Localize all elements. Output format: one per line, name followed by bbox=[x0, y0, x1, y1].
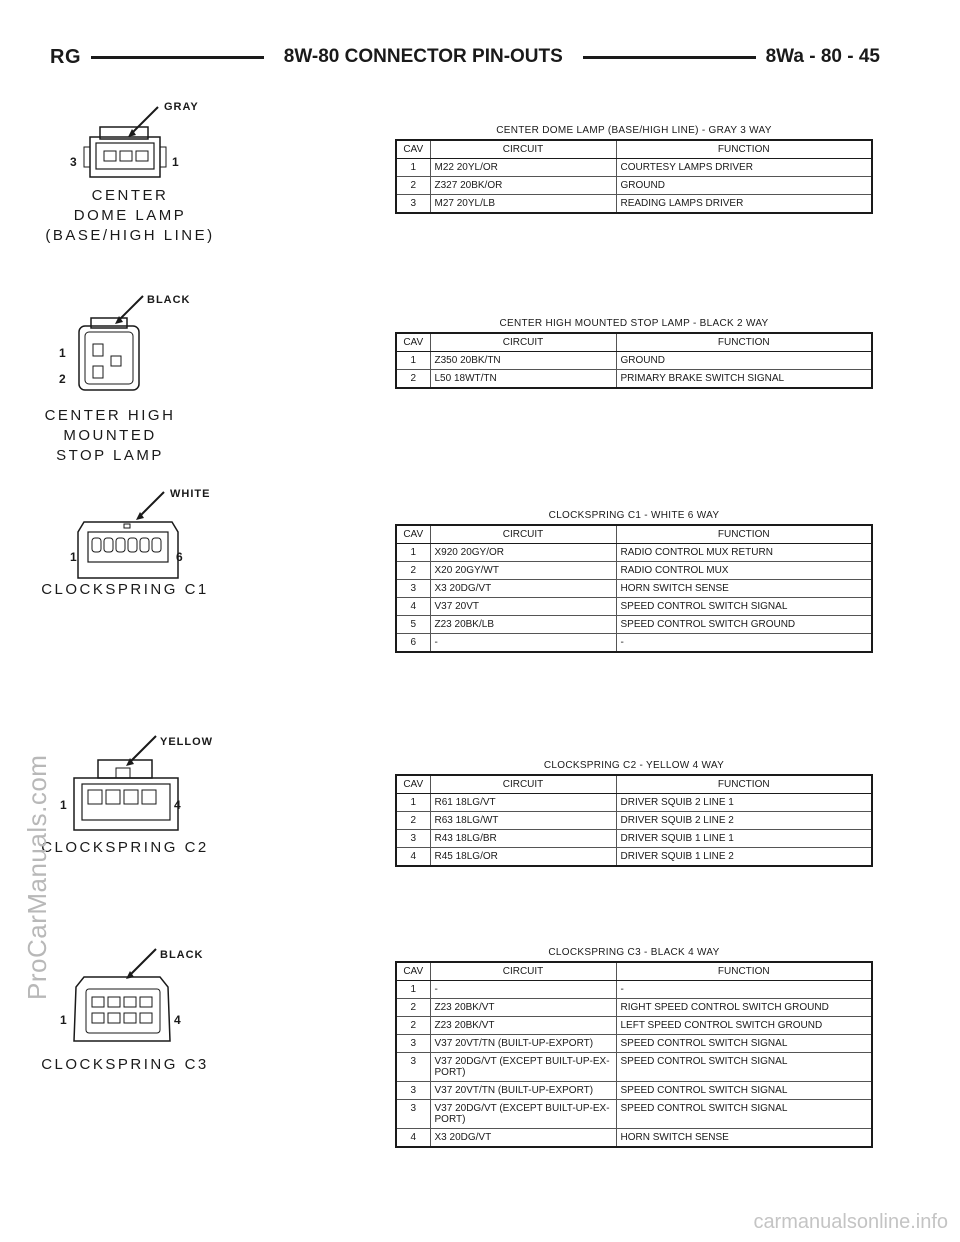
table-row: 1 X920 20GY/OR RADIO CONTROL MUX RETURN bbox=[396, 544, 872, 562]
table-row: 2 Z23 20BK/VT RIGHT SPEED CONTROL SWITCH GROUND bbox=[396, 999, 872, 1017]
pinout-table-clockspring-c3 bbox=[395, 961, 873, 1148]
table-row: 3 V37 20DG/VT (EXCEPT BUILT-UP-EX-PORT) SPEED CONTROL SWITCH SIGNAL bbox=[396, 1053, 872, 1082]
table-row: 5 Z23 20BK/LB SPEED CONTROL SWITCH GROUND bbox=[396, 616, 872, 634]
table-row: 1 M22 20YL/OR COURTESY LAMPS DRIVER bbox=[396, 159, 872, 177]
col-circuit: CIRCUIT bbox=[430, 333, 616, 352]
page-title: 8W-80 CONNECTOR PIN-OUTS bbox=[283, 46, 563, 67]
pin-number-right: 1 bbox=[172, 155, 179, 169]
page-number: 8Wa - 80 - 45 bbox=[765, 46, 880, 67]
connector-name-chmsl: CENTER HIGH MOUNTED STOP LAMP bbox=[44, 407, 176, 464]
connector-diagram-clockspring-c2 bbox=[60, 730, 214, 840]
col-circuit: CIRCUIT bbox=[430, 775, 616, 794]
connector-color-label: GRAY bbox=[164, 101, 199, 113]
connector-name-clockspring-c2: CLOCKSPRING C2 bbox=[41, 839, 209, 856]
section-code: RG bbox=[50, 45, 81, 68]
table-row: 2 R63 18LG/WT DRIVER SQUIB 2 LINE 2 bbox=[396, 812, 872, 830]
pin-number-left: 3 bbox=[70, 155, 77, 169]
footer-watermark-url: carmanualsonline.info bbox=[753, 1211, 948, 1233]
connector-drawing-chmsl bbox=[55, 290, 205, 410]
connector-name-dome-lamp: CENTER DOME LAMP (BASE/HIGH LINE) bbox=[45, 187, 215, 244]
table-row: 1 - - bbox=[396, 981, 872, 999]
table-row: 3 X3 20DG/VT HORN SWITCH SENSE bbox=[396, 580, 872, 598]
connector-diagram-clockspring-c3 bbox=[60, 945, 210, 1055]
table-title-dome-lamp: CENTER DOME LAMP (BASE/HIGH LINE) - GRAY 3 WAY bbox=[496, 125, 772, 136]
pinout-table-chmsl bbox=[395, 332, 873, 389]
col-circuit: CIRCUIT bbox=[430, 962, 616, 981]
connector-color-label: BLACK bbox=[147, 294, 191, 306]
col-circuit: CIRCUIT bbox=[430, 140, 616, 159]
table-row: 1 Z350 20BK/TN GROUND bbox=[396, 352, 872, 370]
pin-number-left: 1 bbox=[60, 798, 67, 812]
table-title-clockspring-c2: CLOCKSPRING C2 - YELLOW 4 WAY bbox=[543, 760, 725, 771]
col-cav: CAV bbox=[396, 333, 430, 352]
col-circuit: CIRCUIT bbox=[430, 525, 616, 544]
table-row: 6 - - bbox=[396, 634, 872, 653]
pin-number-right: 6 bbox=[176, 550, 183, 564]
connector-color-label: BLACK bbox=[160, 949, 204, 961]
connector-diagram-clockspring-c1 bbox=[60, 482, 210, 582]
pin-number-right: 4 bbox=[174, 1013, 181, 1027]
table-row: 1 R61 18LG/VT DRIVER SQUIB 2 LINE 1 bbox=[396, 794, 872, 812]
pin-number-right: 2 bbox=[59, 372, 66, 386]
connector-color-label: YELLOW bbox=[160, 736, 214, 748]
connector-color-label: WHITE bbox=[170, 488, 211, 500]
table-title-chmsl: CENTER HIGH MOUNTED STOP LAMP - BLACK 2 WAY bbox=[499, 318, 769, 329]
col-function: FUNCTION bbox=[616, 525, 872, 544]
table-row: 2 X20 20GY/WT RADIO CONTROL MUX bbox=[396, 562, 872, 580]
connector-drawing-clockspring-c3 bbox=[60, 945, 210, 1055]
table-row: 3 R43 18LG/BR DRIVER SQUIB 1 LINE 1 bbox=[396, 830, 872, 848]
col-cav: CAV bbox=[396, 140, 430, 159]
connector-diagram-chmsl bbox=[55, 290, 205, 410]
table-title-clockspring-c1: CLOCKSPRING C1 - WHITE 6 WAY bbox=[548, 510, 720, 521]
watermark-text: ProCarManuals.com bbox=[22, 754, 52, 1000]
table-row: 2 L50 18WT/TN PRIMARY BRAKE SWITCH SIGNAL bbox=[396, 370, 872, 389]
pinout-table-clockspring-c2 bbox=[395, 774, 873, 867]
pin-number-left: 1 bbox=[59, 346, 66, 360]
table-row: 2 Z23 20BK/VT LEFT SPEED CONTROL SWITCH GROUND bbox=[396, 1017, 872, 1035]
table-row: 4 R45 18LG/OR DRIVER SQUIB 1 LINE 2 bbox=[396, 848, 872, 867]
col-cav: CAV bbox=[396, 962, 430, 981]
col-function: FUNCTION bbox=[616, 962, 872, 981]
col-cav: CAV bbox=[396, 775, 430, 794]
pin-number-left: 1 bbox=[60, 1013, 67, 1027]
header-rule-left bbox=[91, 56, 264, 59]
table-row: 3 M27 20YL/LB READING LAMPS DRIVER bbox=[396, 195, 872, 214]
page-header bbox=[50, 42, 880, 72]
connector-name-clockspring-c3: CLOCKSPRING C3 bbox=[41, 1056, 209, 1073]
col-function: FUNCTION bbox=[616, 140, 872, 159]
pin-number-left: 1 bbox=[70, 550, 77, 564]
pin-number-right: 4 bbox=[174, 798, 181, 812]
table-row: 3 V37 20VT/TN (BUILT-UP-EXPORT) SPEED CONTROL SWITCH SIGNAL bbox=[396, 1082, 872, 1100]
table-title-clockspring-c3: CLOCKSPRING C3 - BLACK 4 WAY bbox=[548, 947, 720, 958]
col-cav: CAV bbox=[396, 525, 430, 544]
connector-name-clockspring-c1: CLOCKSPRING C1 bbox=[41, 581, 209, 598]
col-function: FUNCTION bbox=[616, 775, 872, 794]
table-row: 4 V37 20VT SPEED CONTROL SWITCH SIGNAL bbox=[396, 598, 872, 616]
col-function: FUNCTION bbox=[616, 333, 872, 352]
header-rule-right bbox=[583, 56, 756, 59]
table-row: 2 Z327 20BK/OR GROUND bbox=[396, 177, 872, 195]
pinout-table-dome-lamp bbox=[395, 139, 873, 214]
table-row: 3 V37 20DG/VT (EXCEPT BUILT-UP-EX-PORT) SPEED CONTROL SWITCH SIGNAL bbox=[396, 1100, 872, 1129]
pinout-table-clockspring-c1 bbox=[395, 524, 873, 653]
table-row: 3 V37 20VT/TN (BUILT-UP-EXPORT) SPEED CONTROL SWITCH SIGNAL bbox=[396, 1035, 872, 1053]
table-row: 4 X3 20DG/VT HORN SWITCH SENSE bbox=[396, 1129, 872, 1148]
